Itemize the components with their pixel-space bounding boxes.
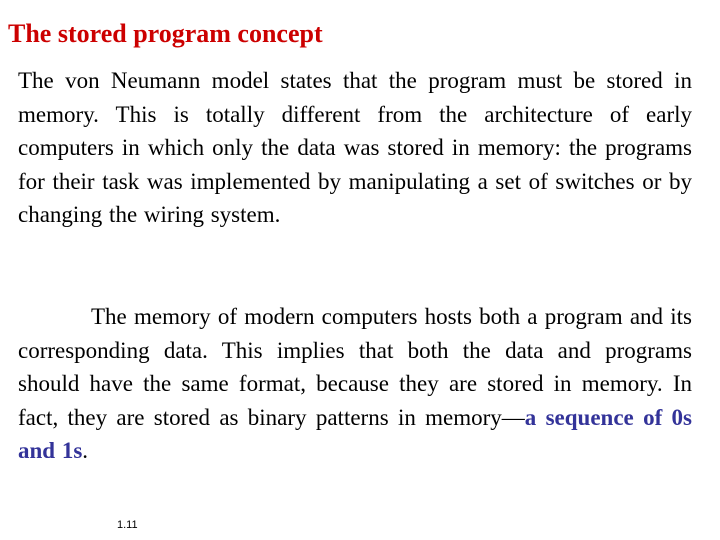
body-paragraph-2 [18,300,692,468]
paragraph-2-end: . [82,438,89,463]
highlighted-phrase: a sequence of 0s and 1s [18,404,692,463]
page-number: 1.11 [117,519,138,531]
paragraph-2-text: The memory of modern computers hosts both a program and its corresponding data. This implies that both the data and programs should have the same format, because they are stored in memory. In fact, they are stored as binary patterns in memory— [18,304,692,430]
body-paragraph-1: The von Neumann model states that the program must be stored in memory. This is totally different from the architecture of early computers in which only the data was stored in memory: the programs for their task was implemented by manipulating a set of switches or by changing the wiring system. [18,68,692,227]
slide-title: The stored program concept [8,19,323,48]
